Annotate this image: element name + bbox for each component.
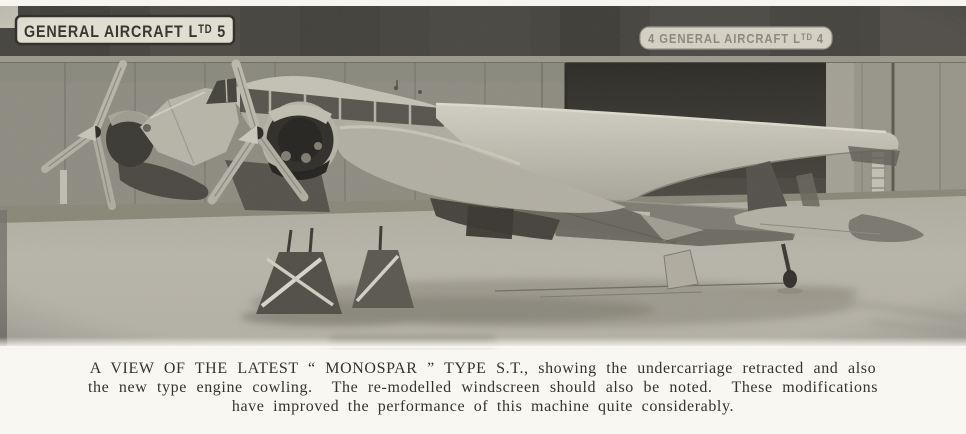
photo-bottom-fade <box>0 337 966 348</box>
caption-line-1: A VIEW OF THE LATEST “ MONOSPAR ” TYPE S.T., showing the undercarriage retracted and also <box>89 360 877 377</box>
caption-line-3: have improved the performance of this machine quite considerably. <box>231 398 735 415</box>
photo-caption <box>0 350 966 416</box>
photo-grain <box>0 6 966 346</box>
caption-line-2: the new type engine cowling. The re-modelled windscreen should also be noted. These modifications <box>87 379 879 396</box>
